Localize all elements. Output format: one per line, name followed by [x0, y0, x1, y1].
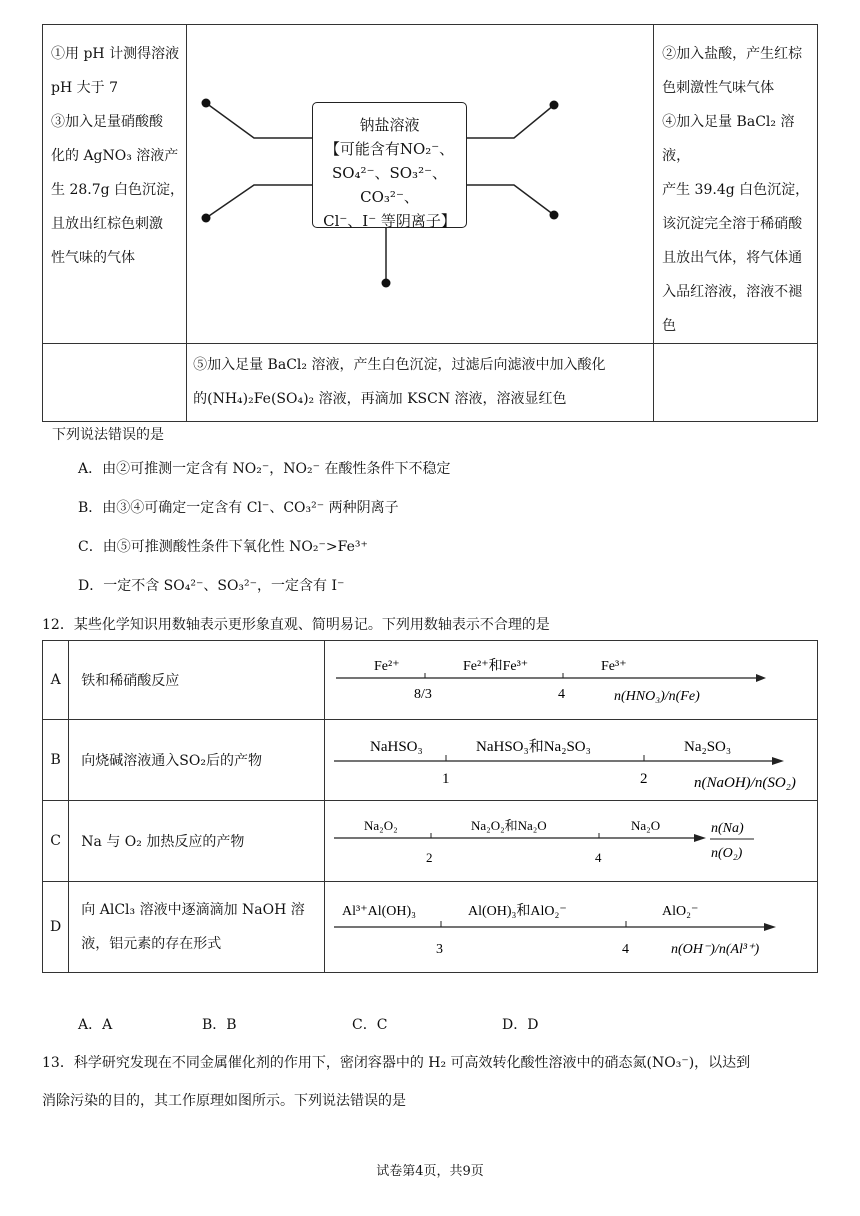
dot-top-right — [550, 101, 559, 110]
q11-bottom-line: ⑤加入足量 BaCl₂ 溶液，产生白色沉淀，过滤后向滤液中加入酸化 — [193, 357, 606, 373]
q11-right-line: 该沉淀完全溶于稀硝酸 — [662, 216, 803, 232]
q12-row-letter: B — [43, 720, 69, 801]
axis-c-denominator: n(O₂) — [711, 846, 743, 861]
axis-b-label-1: NaHSO₃ — [370, 739, 423, 755]
q12-row-axis-cell — [325, 801, 818, 882]
q11-right-line: 产生 39.4g 白色沉淀， — [662, 182, 810, 198]
axis-c-label-2: Na₂O₂和Na₂O — [471, 818, 547, 833]
axis-c-numerator: n(Na) — [711, 821, 744, 836]
q11-left-line: 性气味的气体 — [51, 250, 135, 266]
q12-row-axis-cell — [325, 882, 818, 973]
q12-row-axis-cell — [325, 720, 818, 801]
axis-c-label-3: Na₂O — [631, 818, 661, 833]
q11-left-line: pH 大于 7 — [51, 80, 118, 96]
q13-line-2: 消除污染的目的，其工作原理如图所示。下列说法错误的是 — [42, 1093, 406, 1109]
q12-row-desc-line: 向 AlCl₃ 溶液中逐滴滴加 NaOH 溶 — [81, 902, 305, 918]
box-line: SO₄²⁻、SO₃²⁻、CO₃²⁻、 — [331, 164, 448, 206]
q12-row-desc: Na 与 O₂ 加热反应的产物 — [69, 801, 325, 882]
axis-c — [326, 802, 816, 880]
q12-row-letter: A — [43, 641, 69, 720]
axis-d — [326, 883, 816, 971]
axis-d-label-2: Al(OH)₃和AlO₂⁻ — [468, 904, 567, 919]
q11-left-line: 化的 AgNO₃ 溶液产 — [51, 148, 179, 164]
box-line: 钠盐溶液 — [359, 116, 420, 134]
q11-option-c: C．由⑤可推测酸性条件下氧化性 NO₂⁻>Fe³⁺ — [78, 539, 368, 555]
q11-bottom-line: 的(NH₄)₂Fe(SO₄)₂ 溶液，再滴加 KSCN 溶液，溶液显红色 — [193, 391, 567, 407]
q12-choice-d: D．D — [502, 1017, 539, 1033]
q11-left-line: 生 28.7g 白色沉淀， — [51, 182, 185, 198]
axis-a-title: n(HNO₃)/n(Fe) — [614, 689, 700, 704]
connector-top-right — [466, 105, 554, 138]
q12-choice-a: A．A — [78, 1017, 113, 1033]
q12-row-desc-line: 液，铝元素的存在形式 — [81, 936, 222, 952]
q12-row-desc: 铁和稀硝酸反应 — [69, 641, 325, 720]
q11-right-line: 且放出气体，将气体通 — [662, 250, 803, 266]
axis-a — [326, 642, 816, 718]
axis-d-label-3: AlO₂⁻ — [662, 904, 699, 919]
axis-a-label-3: Fe³⁺ — [601, 659, 627, 674]
q11-option-d: D．一定不含 SO₄²⁻、SO₃²⁻，一定含有 I⁻ — [78, 578, 345, 594]
q12-row-letter: D — [43, 882, 69, 973]
q11-right-line: ④加入足量 BaCl₂ 溶液， — [662, 114, 795, 164]
q11-left-line: ③加入足量硝酸酸 — [51, 114, 163, 130]
axis-b-title: n(NaOH)/n(SO₂) — [694, 775, 796, 791]
q13-line-1: 13．科学研究发现在不同金属催化剂的作用下，密闭容器中的 H₂ 可高效转化酸性溶液中的硝态氮(NO₃⁻)，以达到 — [42, 1055, 751, 1071]
q11-option-b: B．由③④可确定一定含有 Cl⁻、CO₃²⁻ 两种阴离子 — [78, 500, 399, 516]
q11-right-cell — [654, 25, 818, 344]
q11-question: 下列说法错误的是 — [52, 427, 164, 443]
q12-row-axis-cell — [325, 641, 818, 720]
axis-d-tick-2: 4 — [622, 942, 629, 957]
dot-top-left — [202, 99, 211, 108]
q11-right-line: ②加入盐酸，产生红棕 — [662, 46, 803, 62]
q11-right-line: 色刺激性气味气体 — [662, 80, 775, 96]
axis-a-label-2: Fe²⁺和Fe³⁺ — [463, 659, 529, 674]
q11-bottom-left-cell — [43, 344, 187, 422]
q11-left-line: ①用 pH 计测得溶液 — [51, 46, 180, 62]
connector-bottom-right — [466, 185, 554, 215]
axis-d-title: n(OH⁻)/n(Al³⁺) — [671, 942, 760, 957]
axis-c-tick-1: 2 — [426, 850, 433, 865]
axis-b-label-2: NaHSO₃和Na₂SO₃ — [476, 739, 591, 755]
q11-left-cell — [43, 25, 187, 344]
page-footer: 试卷第4页，共9页 — [376, 1164, 484, 1179]
box-line: Cl⁻、I⁻ 等阴离子】 — [323, 212, 456, 230]
q12-stem: 12．某些化学知识用数轴表示更形象直观、简明易记。下列用数轴表示不合理的是 — [42, 617, 550, 633]
connector-bottom-left — [206, 185, 312, 218]
axis-b — [326, 721, 816, 799]
dot-bottom — [382, 279, 391, 288]
axis-b-tick-1: 1 — [442, 771, 450, 787]
axis-d-label-1: Al³⁺Al(OH)₃ — [342, 904, 417, 919]
axis-b-tick-2: 2 — [640, 771, 648, 787]
q12-row-desc: 向烧碱溶液通入SO₂后的产物 — [69, 720, 325, 801]
q12-choice-b: B．B — [202, 1017, 237, 1033]
q11-right-line: 色 — [662, 318, 677, 334]
q12-row-desc — [69, 882, 325, 973]
axis-d-tick-1: 3 — [436, 942, 443, 957]
axis-a-label-1: Fe²⁺ — [374, 659, 400, 674]
q12-choice-c: C．C — [352, 1017, 388, 1033]
axis-c-label-1: Na₂O₂ — [364, 818, 398, 833]
axis-b-label-3: Na₂SO₃ — [684, 739, 732, 755]
axis-a-tick-2: 4 — [558, 687, 565, 702]
q11-left-line: 且放出红棕色刺激 — [51, 216, 163, 232]
q11-right-line: 入品红溶液，溶液不褪 — [662, 284, 803, 300]
q11-bottom-right-cell — [654, 344, 818, 422]
axis-a-tick-1: 8/3 — [414, 687, 432, 702]
q12-table — [42, 640, 818, 973]
dot-bottom-right — [550, 211, 559, 220]
connector-top-left — [206, 103, 312, 138]
q11-option-a: A．由②可推测一定含有 NO₂⁻，NO₂⁻ 在酸性条件下不稳定 — [78, 461, 451, 477]
sodium-salt-box — [312, 102, 467, 228]
dot-bottom-left — [202, 214, 211, 223]
q12-row-letter: C — [43, 801, 69, 882]
axis-c-tick-2: 4 — [595, 850, 602, 865]
q11-bottom-cell — [187, 344, 654, 422]
box-line: 【可能含有NO₂⁻、 — [324, 140, 455, 158]
